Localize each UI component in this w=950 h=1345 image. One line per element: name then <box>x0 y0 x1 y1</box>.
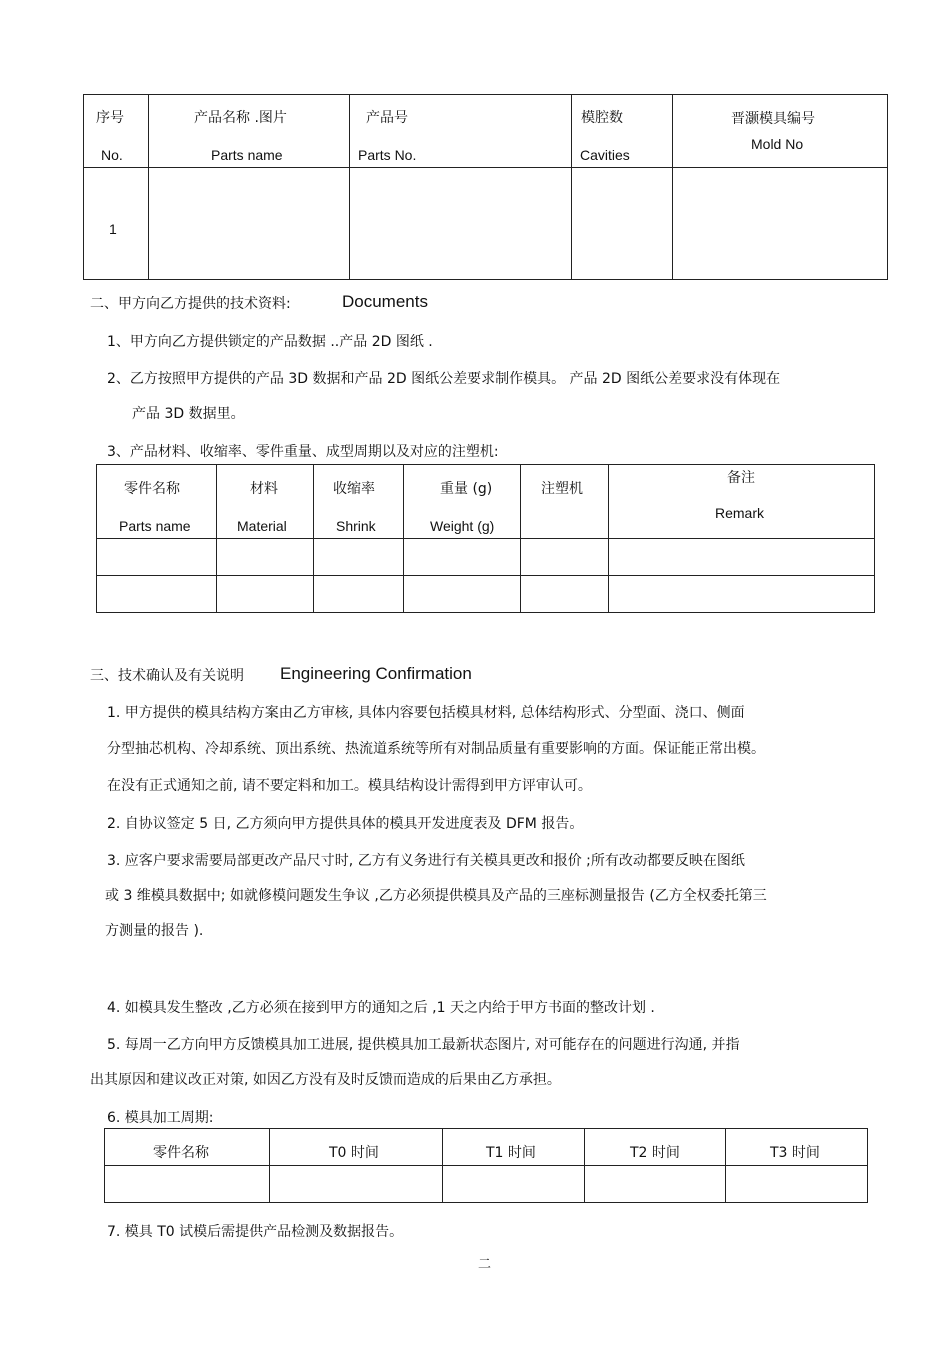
section2-title-zh: 二、甲方向乙方提供的技术资料: <box>90 296 291 312</box>
section2-item2-line1: 2、乙方按照甲方提供的产品 3D 数据和产品 2D 图纸公差要求制作模具。 产品 2D 图纸公差要求没有体现在 <box>107 371 781 387</box>
t3-header-t2: T2 时间 <box>630 1145 680 1161</box>
section3-p7: 7. 模具 T0 试模后需提供产品检测及数据报告。 <box>107 1224 404 1240</box>
section3-p3-line1: 3. 应客户要求需要局部更改产品尺寸时, 乙方有义务进行有关模具更改和报价 ;所有改动都要反映在图纸 <box>107 853 745 869</box>
t2-header-machine-zh: 注塑机 <box>541 481 583 497</box>
section3-p3-line3: 方测量的报告 ). <box>105 923 204 939</box>
header-cavities-zh: 模腔数 <box>581 110 623 126</box>
header-no-en: No. <box>101 147 123 163</box>
t2-header-remark-zh: 备注 <box>727 470 755 486</box>
row-no: 1 <box>109 221 117 237</box>
t2-header-material-zh: 材料 <box>250 481 278 497</box>
section2-item2-line2: 产品 3D 数据里。 <box>132 406 245 422</box>
t3-header-t0: T0 时间 <box>329 1145 379 1161</box>
section3-p1-line2: 分型抽芯机构、冷却系统、顶出系统、热流道系统等所有对制品质量有重要影响的方面。保证能正常出模。 <box>107 741 765 757</box>
t3-header-parts-name: 零件名称 <box>153 1145 209 1161</box>
header-mold-no-en: Mold No <box>751 136 804 152</box>
t3-header-t1: T1 时间 <box>486 1145 536 1161</box>
header-parts-no-en: Parts No. <box>358 147 417 163</box>
t2-header-weight-en: Weight (g) <box>430 518 495 534</box>
t2-header-shrink-en: Shrink <box>336 518 376 534</box>
section2-item1: 1、甲方向乙方提供锁定的产品数据 ..产品 2D 图纸 . <box>107 334 433 350</box>
t2-header-material-en: Material <box>237 518 287 534</box>
section3-p5-line2: 出其原因和建议改正对策, 如因乙方没有及时反馈而造成的后果由乙方承担。 <box>90 1072 561 1088</box>
section3-p2: 2. 自协议签定 5 日, 乙方须向甲方提供具体的模具开发进度表及 DFM 报告。 <box>107 816 584 832</box>
t2-header-weight-zh: 重量 (g) <box>440 481 493 497</box>
section3-p1-line1: 1. 甲方提供的模具结构方案由乙方审核, 具体内容要包括模具材料, 总体结构形式、分型面、浇口、侧面 <box>107 705 745 721</box>
header-parts-name-zh: 产品名称 .图片 <box>194 110 287 126</box>
header-no-zh: 序号 <box>96 110 124 126</box>
section3-p1-line3: 在没有正式通知之前, 请不要定料和加工。模具结构设计需得到甲方评审认可。 <box>107 778 592 794</box>
section2-item3: 3、产品材料、收缩率、零件重量、成型周期以及对应的注塑机: <box>107 444 499 460</box>
t2-header-remark-en: Remark <box>715 505 765 521</box>
section3-title-en: Engineering Confirmation <box>280 664 472 683</box>
header-parts-name-en: Parts name <box>211 147 283 163</box>
section2-title-en: Documents <box>342 292 428 311</box>
section3-title-zh: 三、技术确认及有关说明 <box>90 668 244 684</box>
t3-header-t3: T3 时间 <box>770 1145 820 1161</box>
section3-p3-line2: 或 3 维模具数据中; 如就修模问题发生争议 ,乙方必须提供模具及产品的三座标测量报告 (乙方全权委托第三 <box>105 888 767 904</box>
t2-header-shrink-zh: 收缩率 <box>333 481 375 497</box>
header-parts-no-zh: 产品号 <box>366 110 408 126</box>
t2-header-parts-name-zh: 零件名称 <box>124 481 180 497</box>
header-cavities-en: Cavities <box>580 147 630 163</box>
t2-header-parts-name-en: Parts name <box>119 518 191 534</box>
page-number: 二 <box>478 1257 492 1272</box>
header-mold-no-zh: 晋灏模具编号 <box>731 111 815 127</box>
section3-p4: 4. 如模具发生整改 ,乙方必须在接到甲方的通知之后 ,1 天之内给于甲方书面的整改计划 . <box>107 1000 655 1016</box>
section3-p5-line1: 5. 每周一乙方向甲方反馈模具加工进展, 提供模具加工最新状态图片, 对可能存在的问题进行沟通, 并指 <box>107 1037 740 1053</box>
section3-p6: 6. 模具加工周期: <box>107 1110 214 1126</box>
